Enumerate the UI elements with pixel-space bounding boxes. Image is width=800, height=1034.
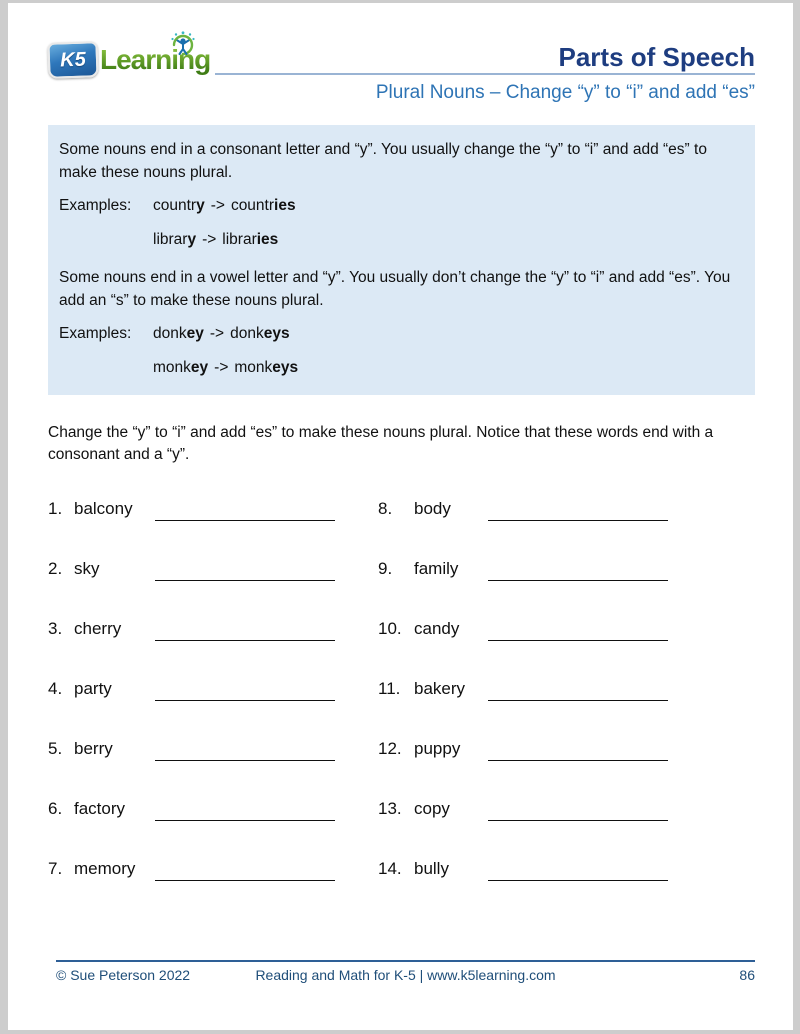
info-box <box>48 125 755 395</box>
exercise-column-right <box>378 495 668 915</box>
exercise-number: 14. <box>378 859 402 878</box>
exercise-word: factory <box>74 799 126 818</box>
exercise-number: 8. <box>378 499 393 518</box>
page-title: Parts of Speech <box>558 42 755 72</box>
footer-rule <box>56 960 755 962</box>
answer-blank <box>488 738 668 761</box>
exercise-number: 2. <box>48 559 63 578</box>
example-arrow: -> <box>209 325 225 342</box>
example-arrow: -> <box>202 231 217 248</box>
info-paragraph-vowel: Some nouns end in a vowel letter and “y”. You usually don’t change the “y” to “i” and add “es”. You add an “s” to make these nouns plural. <box>59 269 731 309</box>
exercise-word: sky <box>74 559 100 578</box>
exercise-row <box>378 735 668 761</box>
example-pair: donkey -> donkeys <box>153 325 290 342</box>
info-paragraph-consonant: Some nouns end in a consonant letter and “y”. You usually change the “y” to “i” and add “es” to make these nouns plural. <box>59 141 707 181</box>
exercise-number: 9. <box>378 559 393 578</box>
examples-label: Examples: <box>59 197 132 214</box>
footer-page-number: 86 <box>739 967 755 983</box>
exercise-number: 3. <box>48 619 63 638</box>
exercise-number: 1. <box>48 499 63 518</box>
instructions-text: Change the “y” to “i” and add “es” to make these nouns plural. Notice that these words end with a consonant and a “y”. <box>48 424 714 463</box>
k5-learning-logo <box>48 42 211 88</box>
exercise-row <box>48 615 335 641</box>
header <box>48 42 755 104</box>
exercise-row <box>48 855 335 881</box>
logo-k5-text: K5 <box>59 48 87 71</box>
exercise-word: balcony <box>74 499 133 518</box>
exercise-row <box>48 495 335 521</box>
answer-blank <box>155 738 335 761</box>
example-row <box>59 195 741 217</box>
exercise-row <box>378 615 668 641</box>
exercise-number: 12. <box>378 739 402 758</box>
answer-blank <box>155 858 335 881</box>
examples-label: Examples: <box>59 325 132 342</box>
exercise-word: candy <box>414 619 460 638</box>
footer-copyright: © Sue Peterson 2022 <box>56 967 191 983</box>
exercise-row <box>48 675 335 701</box>
exercise-row <box>378 795 668 821</box>
exercise-number: 4. <box>48 679 63 698</box>
example-pair: monkey -> monkeys <box>153 359 299 376</box>
page-subtitle: Plural Nouns – Change “y” to “i” and add “es” <box>375 82 755 103</box>
exercise-word: family <box>414 559 459 578</box>
exercise-word: puppy <box>414 739 461 758</box>
exercise-row <box>48 795 335 821</box>
example-arrow: -> <box>214 359 229 376</box>
exercise-number: 6. <box>48 799 63 818</box>
exercise-list <box>48 495 755 915</box>
example-pair: library -> libraries <box>153 231 279 248</box>
exercise-word: copy <box>414 799 450 818</box>
exercise-word: cherry <box>74 619 122 638</box>
exercise-word: berry <box>74 739 113 758</box>
answer-blank <box>155 558 335 581</box>
worksheet-page <box>8 3 793 1030</box>
exercise-number: 11. <box>378 679 401 698</box>
logo-figure-icon <box>170 31 196 57</box>
example-pair: country -> countries <box>153 197 296 214</box>
exercise-row <box>378 555 668 581</box>
k5-logo-book <box>47 41 98 79</box>
footer-center-text: Reading and Math for K-5 | www.k5learning.com <box>255 967 556 983</box>
answer-blank <box>488 798 668 821</box>
exercise-row <box>48 555 335 581</box>
exercise-row <box>378 675 668 701</box>
exercise-number: 13. <box>378 799 402 818</box>
exercise-word: memory <box>74 859 136 878</box>
exercise-number: 5. <box>48 739 63 758</box>
footer <box>56 960 755 983</box>
answer-blank <box>488 498 668 521</box>
exercise-row <box>378 855 668 881</box>
answer-blank <box>155 498 335 521</box>
exercise-row <box>378 495 668 521</box>
exercise-word: bully <box>414 859 449 878</box>
example-arrow: -> <box>210 197 225 214</box>
logo-learning-text: Learning <box>100 44 210 76</box>
example-row <box>59 323 741 345</box>
exercise-number: 10. <box>378 619 402 638</box>
answer-blank <box>488 558 668 581</box>
header-rule <box>215 73 755 75</box>
example-row <box>59 357 741 379</box>
header-title-block <box>205 42 755 104</box>
answer-blank <box>488 618 668 641</box>
answer-blank <box>155 678 335 701</box>
exercise-number: 7. <box>48 859 63 878</box>
exercise-column-left <box>48 495 335 915</box>
answer-blank <box>155 618 335 641</box>
example-row <box>59 229 741 251</box>
exercise-word: party <box>74 679 112 698</box>
exercise-row <box>48 735 335 761</box>
answer-blank <box>488 858 668 881</box>
answer-blank <box>488 678 668 701</box>
answer-blank <box>155 798 335 821</box>
exercise-word: bakery <box>414 679 466 698</box>
exercise-word: body <box>414 499 451 518</box>
